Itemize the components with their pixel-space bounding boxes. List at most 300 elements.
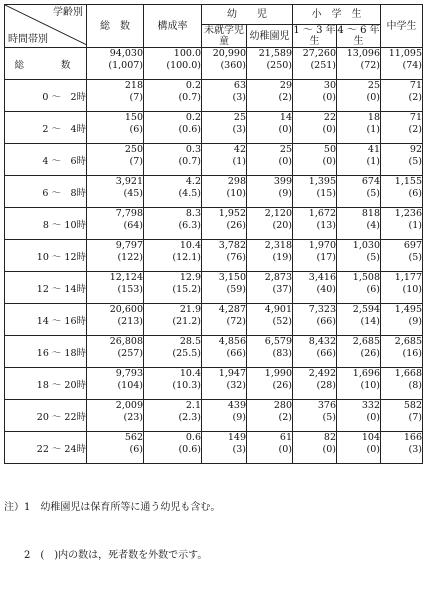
cell-value: 399 <box>273 176 292 187</box>
cell-deaths: (250) <box>266 60 292 71</box>
cell-value: 218 <box>124 80 143 91</box>
cell-deaths: (0) <box>278 124 292 135</box>
header-infant: 幼 児 <box>202 5 293 25</box>
cell-value: 0.3 <box>185 144 201 155</box>
cell-ratio <box>144 272 202 304</box>
cell-deaths: (0) <box>322 156 336 167</box>
cell-ratio <box>144 112 202 144</box>
cell-jr <box>381 304 423 336</box>
corner-header-cell <box>5 5 87 48</box>
cell-deaths: (2.3) <box>178 412 201 423</box>
cell-ratio <box>144 240 202 272</box>
header-elem-1-3: 1 ～ 3 年 生 <box>293 25 336 47</box>
cell-value: 1,495 <box>394 304 422 315</box>
cell-e13 <box>293 112 337 144</box>
cell-value: 6,579 <box>264 336 292 347</box>
cell-value: 104 <box>361 432 380 443</box>
cell-deaths: (7) <box>129 92 143 103</box>
footnote-2: 2 ( )内の数は，死者数を外数で示す。 <box>4 550 208 561</box>
cell-pre <box>202 48 247 80</box>
cell-deaths: (26) <box>272 380 292 391</box>
cell-value: 14 <box>279 112 292 123</box>
row-label: 18 ～ 20時 <box>5 368 87 400</box>
cell-deaths: (3) <box>232 124 246 135</box>
cell-deaths: (5) <box>322 412 336 423</box>
cell-value: 42 <box>233 144 246 155</box>
cell-e46 <box>337 80 381 112</box>
cell-value: 63 <box>233 80 246 91</box>
cell-deaths: (32) <box>226 380 246 391</box>
cell-value: 1,970 <box>308 240 336 251</box>
cell-value: 0.2 <box>185 80 201 91</box>
cell-deaths: (0) <box>366 444 380 455</box>
cell-e13 <box>293 176 337 208</box>
cell-deaths: (0) <box>322 124 336 135</box>
cell-deaths: (16) <box>402 348 422 359</box>
cell-e13 <box>293 432 337 464</box>
cell-value: 2,492 <box>308 368 336 379</box>
cell-kinder <box>247 112 293 144</box>
cell-deaths: (104) <box>117 380 143 391</box>
cell-e46 <box>337 400 381 432</box>
cell-value: 21.9 <box>179 304 201 315</box>
cell-e46 <box>337 208 381 240</box>
cell-e46 <box>337 112 381 144</box>
cell-value: 1,990 <box>264 368 292 379</box>
cell-total <box>87 176 144 208</box>
cell-e13 <box>293 240 337 272</box>
cell-value: 2,873 <box>264 272 292 283</box>
cell-deaths: (2) <box>408 92 422 103</box>
cell-deaths: (37) <box>272 284 292 295</box>
cell-value: 8.3 <box>185 208 201 219</box>
table-row <box>5 176 423 208</box>
cell-deaths: (74) <box>402 60 422 71</box>
cell-deaths: (17) <box>316 252 336 263</box>
cell-value: 7,323 <box>308 304 336 315</box>
cell-deaths: (0.7) <box>178 156 201 167</box>
cell-pre <box>202 336 247 368</box>
cell-jr <box>381 208 423 240</box>
cell-value: 94,030 <box>109 48 143 59</box>
cell-deaths: (72) <box>226 316 246 327</box>
cell-value: 2,120 <box>264 208 292 219</box>
row-label: 22 ～ 24時 <box>5 432 87 464</box>
cell-total <box>87 48 144 80</box>
cell-e13 <box>293 48 337 80</box>
table-row <box>5 144 423 176</box>
cell-value: 1,947 <box>218 368 246 379</box>
cell-deaths: (66) <box>316 316 336 327</box>
cell-pre <box>202 80 247 112</box>
cell-kinder <box>247 304 293 336</box>
cell-value: 166 <box>403 432 422 443</box>
cell-ratio <box>144 336 202 368</box>
cell-e13 <box>293 304 337 336</box>
cell-jr <box>381 336 423 368</box>
row-label: 総 数 <box>5 48 87 80</box>
traffic-accident-table <box>4 4 423 464</box>
cell-e13 <box>293 368 337 400</box>
cell-deaths: (153) <box>117 284 143 295</box>
cell-value: 61 <box>279 432 292 443</box>
cell-jr <box>381 144 423 176</box>
cell-deaths: (5) <box>408 156 422 167</box>
cell-value: 3,416 <box>308 272 336 283</box>
cell-kinder <box>247 400 293 432</box>
cell-deaths: (5) <box>366 188 380 199</box>
cell-deaths: (6) <box>129 444 143 455</box>
cell-value: 13,096 <box>346 48 380 59</box>
cell-deaths: (23) <box>123 412 143 423</box>
cell-deaths: (40) <box>316 284 336 295</box>
cell-kinder <box>247 240 293 272</box>
cell-value: 1,236 <box>394 208 422 219</box>
cell-pre <box>202 368 247 400</box>
cell-value: 1,508 <box>352 272 380 283</box>
cell-value: 25 <box>279 144 292 155</box>
cell-ratio <box>144 80 202 112</box>
cell-value: 582 <box>403 400 422 411</box>
cell-deaths: (0) <box>366 412 380 423</box>
cell-deaths: (52) <box>272 316 292 327</box>
cell-deaths: (3) <box>408 444 422 455</box>
cell-deaths: (6) <box>129 124 143 135</box>
cell-value: 22 <box>323 112 336 123</box>
cell-pre <box>202 176 247 208</box>
cell-deaths: (5) <box>366 252 380 263</box>
cell-deaths: (28) <box>316 380 336 391</box>
cell-value: 25 <box>233 112 246 123</box>
table-row <box>5 80 423 112</box>
cell-value: 4.2 <box>185 176 201 187</box>
cell-value: 50 <box>323 144 336 155</box>
cell-value: 4,901 <box>264 304 292 315</box>
cell-deaths: (10) <box>226 188 246 199</box>
cell-deaths: (26) <box>360 348 380 359</box>
cell-pre <box>202 144 247 176</box>
cell-value: 1,155 <box>394 176 422 187</box>
row-label: 12 ～ 14時 <box>5 272 87 304</box>
table-row <box>5 336 423 368</box>
cell-jr <box>381 400 423 432</box>
row-label: 4 ～ 6時 <box>5 144 87 176</box>
cell-ratio <box>144 176 202 208</box>
cell-deaths: (10) <box>402 284 422 295</box>
cell-deaths: (15) <box>316 188 336 199</box>
cell-value: 28.5 <box>179 336 201 347</box>
cell-ratio <box>144 368 202 400</box>
cell-deaths: (9) <box>232 412 246 423</box>
cell-jr <box>381 112 423 144</box>
cell-total <box>87 112 144 144</box>
cell-deaths: (6) <box>366 284 380 295</box>
table-row <box>5 240 423 272</box>
cell-jr <box>381 432 423 464</box>
cell-value: 149 <box>227 432 246 443</box>
cell-pre <box>202 272 247 304</box>
cell-total <box>87 304 144 336</box>
cell-pre <box>202 432 247 464</box>
cell-value: 1,696 <box>352 368 380 379</box>
statistics-table-container <box>4 4 422 596</box>
cell-total <box>87 240 144 272</box>
cell-e46 <box>337 272 381 304</box>
cell-deaths: (66) <box>316 348 336 359</box>
cell-deaths: (0) <box>366 92 380 103</box>
cell-value: 9,797 <box>115 240 143 251</box>
header-kindergarten: 幼稚園児 <box>247 25 293 48</box>
header-elementary: 小 学 生 <box>293 5 381 25</box>
cell-deaths: (66) <box>226 348 246 359</box>
cell-value: 697 <box>403 240 422 251</box>
cell-total <box>87 80 144 112</box>
cell-value: 100.0 <box>173 48 201 59</box>
cell-total <box>87 144 144 176</box>
row-label: 6 ～ 8時 <box>5 176 87 208</box>
cell-total <box>87 272 144 304</box>
cell-kinder <box>247 48 293 80</box>
cell-e46 <box>337 240 381 272</box>
cell-deaths: (4) <box>366 220 380 231</box>
cell-value: 298 <box>227 176 246 187</box>
cell-e46 <box>337 176 381 208</box>
cell-pre <box>202 400 247 432</box>
cell-value: 1,030 <box>352 240 380 251</box>
cell-deaths: (7) <box>408 412 422 423</box>
cell-value: 8,432 <box>308 336 336 347</box>
cell-deaths: (21.2) <box>172 316 201 327</box>
cell-e46 <box>337 336 381 368</box>
cell-value: 29 <box>279 80 292 91</box>
table-row <box>5 112 423 144</box>
cell-deaths: (13) <box>316 220 336 231</box>
cell-deaths: (6.3) <box>178 220 201 231</box>
cell-deaths: (1) <box>366 124 380 135</box>
cell-value: 25 <box>367 80 380 91</box>
cell-value: 10.4 <box>179 240 201 251</box>
cell-pre <box>202 240 247 272</box>
header-junior: 中学生 <box>381 5 423 48</box>
cell-deaths: (0.6) <box>178 444 201 455</box>
cell-ratio <box>144 208 202 240</box>
cell-deaths: (59) <box>226 284 246 295</box>
cell-e13 <box>293 208 337 240</box>
cell-value: 9,793 <box>115 368 143 379</box>
cell-total <box>87 432 144 464</box>
footnote-1: 注）1 幼稚園児は保育所等に通う幼児も含む。 <box>4 502 221 513</box>
cell-deaths: (257) <box>117 348 143 359</box>
cell-value: 27,260 <box>302 48 336 59</box>
cell-value: 30 <box>323 80 336 91</box>
table-row <box>5 400 423 432</box>
cell-value: 2,009 <box>115 400 143 411</box>
footnotes <box>4 468 422 596</box>
cell-deaths: (0) <box>322 444 336 455</box>
table-row <box>5 272 423 304</box>
cell-deaths: (20) <box>272 220 292 231</box>
cell-value: 2,685 <box>394 336 422 347</box>
cell-kinder <box>247 80 293 112</box>
cell-value: 250 <box>124 144 143 155</box>
cell-jr <box>381 48 423 80</box>
cell-value: 376 <box>317 400 336 411</box>
cell-deaths: (1) <box>366 156 380 167</box>
row-label: 16 ～ 18時 <box>5 336 87 368</box>
cell-value: 1,952 <box>218 208 246 219</box>
cell-value: 82 <box>323 432 336 443</box>
cell-value: 26,808 <box>109 336 143 347</box>
header-elem-4-6: 4 ～ 6 年 生 <box>337 25 380 47</box>
cell-jr <box>381 240 423 272</box>
cell-deaths: (9) <box>408 316 422 327</box>
cell-jr <box>381 80 423 112</box>
header-preschool: 未就学児 童 <box>202 25 247 48</box>
cell-pre <box>202 208 247 240</box>
cell-value: 71 <box>409 112 422 123</box>
cell-value: 674 <box>361 176 380 187</box>
cell-deaths: (6) <box>408 188 422 199</box>
cell-deaths: (25.5) <box>172 348 201 359</box>
cell-value: 11,095 <box>388 48 422 59</box>
header-total: 総 数 <box>87 5 144 48</box>
cell-ratio <box>144 48 202 80</box>
cell-value: 4,287 <box>218 304 246 315</box>
row-label: 14 ～ 16時 <box>5 304 87 336</box>
cell-deaths: (122) <box>117 252 143 263</box>
cell-deaths: (72) <box>360 60 380 71</box>
table-row <box>5 48 423 80</box>
cell-value: 2,594 <box>352 304 380 315</box>
cell-value: 439 <box>227 400 246 411</box>
cell-deaths: (83) <box>272 348 292 359</box>
cell-deaths: (360) <box>220 60 246 71</box>
cell-kinder <box>247 176 293 208</box>
cell-deaths: (0) <box>322 92 336 103</box>
cell-pre <box>202 304 247 336</box>
cell-deaths: (5) <box>408 252 422 263</box>
cell-e46 <box>337 304 381 336</box>
cell-deaths: (14) <box>360 316 380 327</box>
cell-e46 <box>337 368 381 400</box>
cell-deaths: (10.3) <box>172 380 201 391</box>
cell-deaths: (213) <box>117 316 143 327</box>
cell-value: 12,124 <box>109 272 143 283</box>
cell-e13 <box>293 336 337 368</box>
cell-total <box>87 368 144 400</box>
cell-value: 332 <box>361 400 380 411</box>
cell-kinder <box>247 336 293 368</box>
cell-e13 <box>293 272 337 304</box>
cell-kinder <box>247 368 293 400</box>
cell-value: 12.9 <box>179 272 201 283</box>
cell-deaths: (3) <box>232 92 246 103</box>
cell-deaths: (3) <box>232 444 246 455</box>
cell-value: 2,685 <box>352 336 380 347</box>
cell-value: 4,856 <box>218 336 246 347</box>
cell-value: 92 <box>409 144 422 155</box>
cell-deaths: (15.2) <box>172 284 201 295</box>
cell-value: 2,318 <box>264 240 292 251</box>
cell-deaths: (2) <box>278 412 292 423</box>
cell-deaths: (45) <box>123 188 143 199</box>
cell-deaths: (19) <box>272 252 292 263</box>
cell-deaths: (251) <box>310 60 336 71</box>
cell-total <box>87 208 144 240</box>
cell-deaths: (2) <box>408 124 422 135</box>
cell-value: 280 <box>273 400 292 411</box>
cell-deaths: (9) <box>278 188 292 199</box>
cell-deaths: (1) <box>408 220 422 231</box>
cell-deaths: (12.1) <box>172 252 201 263</box>
cell-jr <box>381 176 423 208</box>
table-row <box>5 208 423 240</box>
cell-deaths: (10) <box>360 380 380 391</box>
cell-value: 18 <box>367 112 380 123</box>
cell-value: 3,782 <box>218 240 246 251</box>
table-row <box>5 368 423 400</box>
cell-deaths: (4.5) <box>178 188 201 199</box>
corner-bottom-label: 時間帯別 <box>8 34 48 45</box>
table-row <box>5 304 423 336</box>
cell-e13 <box>293 144 337 176</box>
cell-value: 0.6 <box>185 432 201 443</box>
cell-value: 818 <box>361 208 380 219</box>
cell-value: 7,798 <box>115 208 143 219</box>
cell-value: 71 <box>409 80 422 91</box>
cell-ratio <box>144 400 202 432</box>
row-label: 0 ～ 2時 <box>5 80 87 112</box>
cell-value: 2.1 <box>185 400 201 411</box>
row-label: 2 ～ 4時 <box>5 112 87 144</box>
cell-kinder <box>247 144 293 176</box>
cell-value: 1,672 <box>308 208 336 219</box>
cell-e46 <box>337 432 381 464</box>
cell-total <box>87 400 144 432</box>
cell-jr <box>381 272 423 304</box>
cell-e13 <box>293 80 337 112</box>
cell-value: 41 <box>367 144 380 155</box>
cell-value: 0.2 <box>185 112 201 123</box>
cell-ratio <box>144 144 202 176</box>
cell-kinder <box>247 432 293 464</box>
cell-deaths: (100.0) <box>166 60 201 71</box>
cell-e46 <box>337 48 381 80</box>
cell-e46 <box>337 144 381 176</box>
cell-value: 20,990 <box>212 48 246 59</box>
cell-value: 3,150 <box>218 272 246 283</box>
cell-deaths: (1,007) <box>108 60 143 71</box>
cell-deaths: (1) <box>232 156 246 167</box>
cell-value: 10.4 <box>179 368 201 379</box>
cell-value: 1,668 <box>394 368 422 379</box>
cell-value: 21,589 <box>258 48 292 59</box>
cell-kinder <box>247 208 293 240</box>
cell-deaths: (0) <box>278 444 292 455</box>
cell-pre <box>202 112 247 144</box>
cell-deaths: (64) <box>123 220 143 231</box>
cell-value: 1,395 <box>308 176 336 187</box>
cell-value: 20,600 <box>109 304 143 315</box>
cell-deaths: (7) <box>129 156 143 167</box>
cell-deaths: (8) <box>408 380 422 391</box>
row-label: 20 ～ 22時 <box>5 400 87 432</box>
cell-e13 <box>293 400 337 432</box>
cell-value: 1,177 <box>394 272 422 283</box>
cell-deaths: (2) <box>278 92 292 103</box>
cell-jr <box>381 368 423 400</box>
cell-deaths: (76) <box>226 252 246 263</box>
